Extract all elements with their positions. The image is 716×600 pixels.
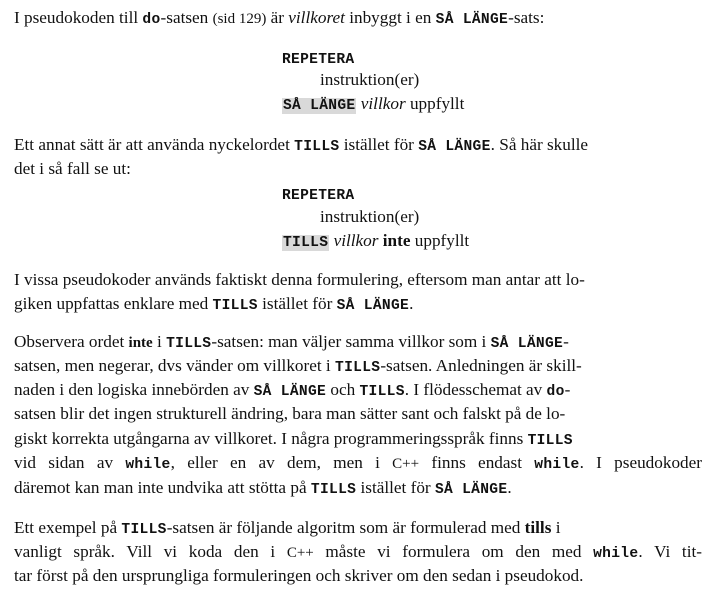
keyword-sa-lange: SÅ LÄNGE <box>434 482 508 498</box>
para5-line1 <box>14 516 560 542</box>
keyword-tills: TILLS <box>294 139 340 155</box>
text: vanligt språk. Vill vi koda den i <box>14 542 287 561</box>
para2-line2: det i så fall se ut: <box>14 159 131 178</box>
keyword-sa-lange: SÅ LÄNGE <box>253 384 327 400</box>
text: Observera ordet <box>14 332 129 351</box>
para2-line1 <box>14 133 588 159</box>
text: i <box>152 332 167 351</box>
text: . I pseudokoder <box>579 453 702 472</box>
text: giken uppfattas enklare med <box>14 294 213 313</box>
keyword-repetera: REPETERA <box>282 188 355 204</box>
text: -satsen. Anledningen är skill- <box>380 356 582 375</box>
text: - <box>564 380 571 399</box>
code2-condition <box>282 229 469 255</box>
keyword-tills: TILLS <box>121 522 167 538</box>
keyword-while: while <box>534 457 580 473</box>
para3-line1: I vissa pseudokoder används faktiskt denna formulering, eftersom man antar att lo- <box>14 270 585 289</box>
text: . I flödesschemat av <box>404 380 547 399</box>
text: istället för <box>339 135 419 154</box>
bold-inte: inte <box>128 335 153 351</box>
para4-line4: satsen blir det ingen strukturell ändring, bara man sätter sant och falskt på de lo- <box>14 404 566 423</box>
text: -satsen: man väljer samma villkor som i <box>211 332 491 351</box>
code2-instruction: instruktion(er) <box>320 207 420 226</box>
text: finns endast <box>419 453 535 472</box>
text: inbyggt i en <box>344 8 436 27</box>
page-reference: (sid 129) <box>212 11 267 27</box>
text: , eller en av dem, men i <box>170 453 393 472</box>
text: . <box>409 294 414 313</box>
para5-line3: tar först på den ursprungliga formuleringen och skriver om den sedan i pseudokod. <box>14 566 584 585</box>
keyword-sa-lange: SÅ LÄNGE <box>336 298 410 314</box>
keyword-tills: TILLS <box>527 433 573 449</box>
italic-villkor: villkor <box>333 231 379 250</box>
text: är <box>266 8 289 27</box>
text: och <box>326 380 360 399</box>
text: . Så här skulle <box>490 135 589 154</box>
italic-term: villkoret <box>288 8 345 27</box>
keyword-sa-lange-highlighted: SÅ LÄNGE <box>283 98 356 114</box>
text: giskt korrekta utgångarna av villkoret. I några programmeringsspråk finns <box>14 429 528 448</box>
text: istället för <box>356 478 435 497</box>
text: -satsen är följande algoritm som är formulerad med <box>166 518 525 537</box>
text: Ett annat sätt är att använda nyckelordet <box>14 135 295 154</box>
para4-line1 <box>14 330 569 356</box>
text: i <box>551 518 561 537</box>
keyword-sa-lange: SÅ LÄNGE <box>418 139 491 155</box>
text: däremot kan man inte undvika att stötta på <box>14 478 311 497</box>
code1-condition <box>282 92 464 118</box>
keyword-while: while <box>125 457 171 473</box>
para4-line2 <box>14 354 582 380</box>
keyword-tills: TILLS <box>359 384 405 400</box>
bold-inte: inte <box>382 231 411 250</box>
text: Ett exempel på <box>14 518 122 537</box>
para4-line3 <box>14 378 570 404</box>
para4-line6 <box>14 451 702 477</box>
text: istället för <box>257 294 337 313</box>
text: måste vi formulera om den med <box>313 542 594 561</box>
cpp-label: C++ <box>392 456 420 472</box>
text: . <box>507 478 512 497</box>
text: uppfyllt <box>405 94 465 113</box>
text: satsen, men negerar, dvs vänder om villkoret i <box>14 356 336 375</box>
code1-instruction: instruktion(er) <box>320 70 420 89</box>
text: - <box>563 332 569 351</box>
keyword-sa-lange: SÅ LÄNGE <box>490 336 564 352</box>
para4-line7 <box>14 476 512 502</box>
cpp-label: C++ <box>286 545 314 561</box>
keyword-sa-lange: SÅ LÄNGE <box>435 12 509 28</box>
text: -sats: <box>508 8 545 27</box>
keyword-tills: TILLS <box>310 482 357 498</box>
text: -satsen <box>160 8 213 27</box>
bold-tills: tills <box>524 518 552 537</box>
keyword-tills: TILLS <box>166 336 212 352</box>
keyword-while: while <box>593 546 639 562</box>
text: . Vi tit- <box>638 542 702 561</box>
para5-line2 <box>14 540 702 566</box>
text: vid sidan av <box>14 453 126 472</box>
text: naden i den logiska innebörden av <box>14 380 254 399</box>
keyword-do: do <box>142 12 161 28</box>
para3-line2 <box>14 292 413 318</box>
keyword-do: do <box>546 384 565 400</box>
intro-line <box>14 6 544 32</box>
keyword-tills: TILLS <box>212 298 258 314</box>
keyword-tills-highlighted: TILLS <box>283 235 329 251</box>
para4-line5 <box>14 427 573 453</box>
italic-villkor: villkor <box>360 94 406 113</box>
text: I pseudokoden till <box>14 8 143 27</box>
keyword-tills: TILLS <box>335 360 381 376</box>
keyword-repetera: REPETERA <box>282 52 355 68</box>
text: uppfyllt <box>410 231 470 250</box>
